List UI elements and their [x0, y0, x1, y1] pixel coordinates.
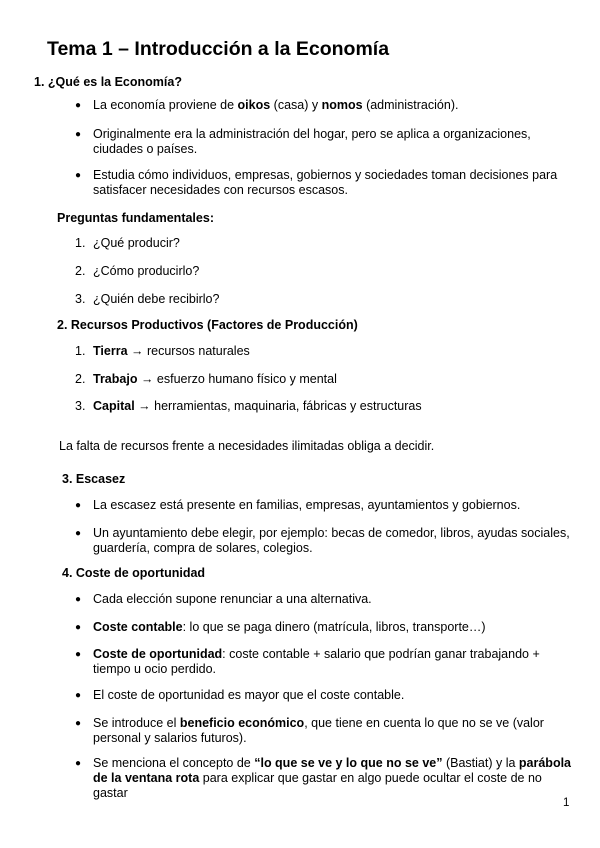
page-number: 1: [563, 797, 570, 809]
list-item: ● Estudia cómo individuos, empresas, gobiernos y sociedades toman decisiones para satisfacer necesidades con recursos escasos.: [75, 168, 558, 197]
bullet-icon: ●: [75, 594, 82, 605]
list-item: ● Coste de oportunidad: coste contable + salario que podrían ganar trabajando + tiempo u ocio perdido.: [75, 647, 540, 676]
bullet-icon: ●: [75, 758, 82, 769]
bullet-icon: ●: [75, 129, 82, 140]
document-title: Tema 1 – Introducción a la Economía: [47, 38, 390, 60]
paragraph: La falta de recursos frente a necesidades ilimitadas obliga a decidir.: [59, 439, 435, 453]
list-item: 1. ¿Qué producir?: [75, 236, 180, 250]
section-3-heading: 3. Escasez: [62, 472, 126, 486]
list-item: 2. ¿Cómo producirlo?: [75, 264, 200, 278]
bullet-icon: ●: [75, 690, 82, 701]
bullet-icon: ●: [75, 528, 82, 539]
section-2-heading: 2. Recursos Productivos (Factores de Producción): [57, 318, 358, 332]
bullet-icon: ●: [75, 100, 82, 111]
list-item: 3. ¿Quién debe recibirlo?: [75, 292, 220, 306]
bullet-icon: ●: [75, 649, 82, 660]
list-item: ● Se menciona el concepto de “lo que se ve y lo que no se ve” (Bastiat) y la parábola de la ventana rota para explicar que gastar en algo puede ocultar el coste de no gastar: [75, 756, 572, 800]
list-item: ● Un ayuntamiento debe elegir, por ejemplo: becas de comedor, libros, ayudas sociales, guardería, compra de solares, colegios.: [75, 526, 570, 555]
list-item: ● Se introduce el beneficio económico, que tiene en cuenta lo que no se ve (valor personal y salarios futuros).: [75, 716, 544, 745]
list-item: 3. Capital → herramientas, maquinaria, fábricas y estructuras: [75, 399, 422, 413]
subheading: Preguntas fundamentales:: [57, 211, 214, 225]
bullet-icon: ●: [75, 718, 82, 729]
list-item: ● La escasez está presente en familias, empresas, ayuntamientos y gobiernos.: [75, 498, 521, 512]
bullet-icon: ●: [75, 170, 82, 181]
list-item: 1. Tierra → recursos naturales: [75, 344, 250, 358]
section-1-heading: 1. ¿Qué es la Economía?: [34, 75, 182, 89]
list-item: ● Cada elección supone renunciar a una alternativa.: [75, 592, 372, 606]
list-item: ● Originalmente era la administración del hogar, pero se aplica a organizaciones, ciudades o países.: [75, 127, 531, 156]
list-item: ● Coste contable: lo que se paga dinero (matrícula, libros, transporte…): [75, 620, 486, 634]
list-item: ● La economía proviene de oikos (casa) y nomos (administración).: [75, 98, 459, 112]
section-4-heading: 4. Coste de oportunidad: [62, 566, 206, 580]
list-item: 2. Trabajo → esfuerzo humano físico y mental: [75, 372, 337, 386]
bullet-icon: ●: [75, 500, 82, 511]
list-item: ● El coste de oportunidad es mayor que el coste contable.: [75, 688, 405, 702]
bullet-icon: ●: [75, 622, 82, 633]
